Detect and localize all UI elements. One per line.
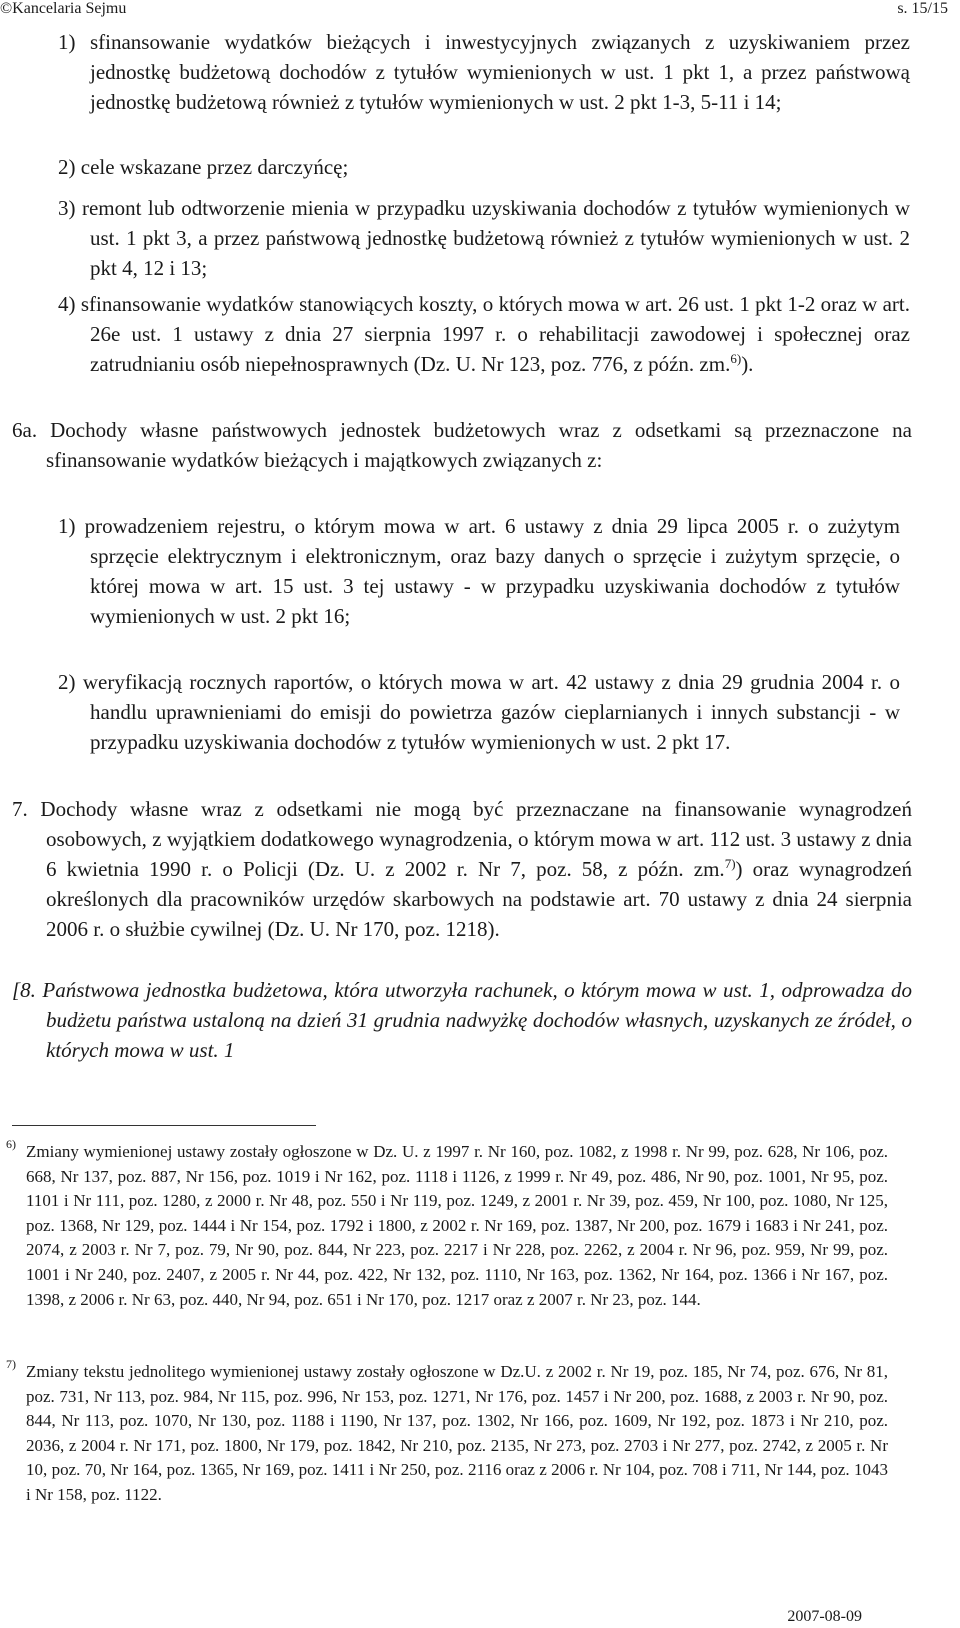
paragraph-item-3: 3) remont lub odtworzenie mienia w przypadku uzyskiwania dochodów z tytułów wymienionych w ust. 1 pkt 3, a przez państwową jednostkę budżetową również z tytułów wymienionych w ust. 2 pkt 4, 12 i 13; xyxy=(58,196,910,280)
paragraph-6a-item-2: 2) weryfikacją rocznych raportów, o których mowa w art. 42 ustawy z dnia 29 grudnia 2004 r. o handlu uprawnieniami do emisji do powietrza gazów cieplarnianych i innych substancji - w przypadku uzyskiwania dochodów z tytułów wymienionych w ust. 2 pkt 17. xyxy=(58,670,900,754)
footnote-mark-7: 7) xyxy=(6,1357,16,1371)
paragraph-item-2: 2) cele wskazane przez darczyńcę; xyxy=(58,155,349,179)
footnote-7: 7) Zmiany tekstu jednolitego wymienionej ustawy zostały ogłoszone w Dz.U. z 2002 r. Nr 19, poz. 185, Nr 74, poz. 676, Nr 81, poz. 731, Nr 113, poz. 984, Nr 115, poz. 996, Nr 153, poz. 1271, Nr 176, poz. 1457 i Nr 200, poz. 1688, z 2003 r. Nr 90, poz. 844, Nr 113, poz. 1070, Nr 130, poz. 1188 i 1190, Nr 137, poz. 1302, Nr 166, poz. 1609, Nr 192, poz. 1873 i Nr 210, poz. 2036, z 2004 r. Nr 171, poz. 1800, Nr 179, poz. 1842, Nr 210, poz. 2135, Nr 273, poz. 2703 i Nr 277, poz. 2742, z 2005 r. Nr 10, poz. 70, Nr 164, poz. 1365, Nr 169, poz. 1411 i Nr 250, poz. 2116 oraz z 2006 r. Nr 104, poz. 708 i 711, Nr 144, poz. 1043 i Nr 158, poz. 1122. xyxy=(6,1357,888,1504)
footnote-mark-6: 6) xyxy=(6,1137,16,1151)
paragraph-6a-item-1: 1) prowadzeniem rejestru, o którym mowa w art. 6 ustawy z dnia 29 lipca 2005 r. o zużytym sprzęcie elektrycznym i elektronicznym, oraz bazy danych o sprzęcie i zużytym sprzęcie, o której mowa w art. 15 ust. 3 tej ustawy - w przypadku uzyskiwania dochodów z tytułów wymienionych w ust. 2 pkt 16; xyxy=(58,514,900,628)
paragraph-8: [8. Państwowa jednostka budżetowa, która utworzyła rachunek, o którym mowa w ust. 1, odprowadza do budżetu państwa ustaloną na dzień 31 grudnia nadwyżkę dochodów własnych, uzyskanych ze źródeł, o których mowa w ust. 1 xyxy=(12,978,912,1062)
header-source: ©Kancelaria Sejmu xyxy=(0,0,127,17)
paragraph-item-1: 1) sfinansowanie wydatków bieżących i inwestycyjnych związanych z uzyskiwaniem przez jednostkę budżetową dochodów z tytułów wymienionych w ust. 1 pkt 1, a przez państwową jednostkę budżetową również z tytułów wymienionych w ust. 2 pkt 1-3, 5-11 i 14; xyxy=(58,30,910,114)
page-number: s. 15/15 xyxy=(897,0,948,17)
footnote-ref-6: 6) xyxy=(730,351,742,366)
paragraph-6a: 6a. Dochody własne państwowych jednostek budżetowych wraz z odsetkami są przeznaczone na sfinansowanie wydatków bieżących i majątkowych związanych z: xyxy=(12,418,912,472)
footnote-6: 6) Zmiany wymienionej ustawy zostały ogłoszone w Dz. U. z 1997 r. Nr 160, poz. 1082, z 1998 r. Nr 99, poz. 628, Nr 106, poz. 668, Nr 137, poz. 887, Nr 156, poz. 1019 i Nr 162, poz. 1118 i 1126, z 1999 r. Nr 49, poz. 486, Nr 90, poz. 1001, Nr 95, poz. 1101 i Nr 111, poz. 1280, z 2000 r. Nr 48, poz. 550 i Nr 119, poz. 1249, z 2001 r. Nr 39, poz. 459, Nr 100, poz. 1080, Nr 125, poz. 1368, Nr 129, poz. 1444 i Nr 154, poz. 1792 i 1800, z 2002 r. Nr 169, poz. 1387, Nr 200, poz. 1679 i 1683 i Nr 241, poz. 2074, z 2003 r. Nr 7, poz. 79, Nr 90, poz. 844, Nr 223, poz. 2217 i Nr 228, poz. 2262, z 2004 r. Nr 96, poz. 959, Nr 99, poz. 1001 i Nr 240, poz. 2407, z 2005 r. Nr 44, poz. 422, Nr 132, poz. 1110, Nr 163, poz. 1362, Nr 164, poz. 1366 i Nr 167, poz. 1398, z 2006 r. Nr 63, poz. 440, Nr 94, poz. 651 i Nr 170, poz. 1217 oraz z 2007 r. Nr 23, poz. 144. xyxy=(6,1137,888,1309)
paragraph-7: 7. Dochody własne wraz z odsetkami nie mogą być przeznaczane na finansowanie wynagrodzeń osobowych, z wyjątkiem dodatkowego wynagrodzenia, o którym mowa w art. 112 ust. 3 ustawy z dnia 6 kwietnia 1990 r. o Policji (Dz. U. z 2002 r. Nr 7, poz. 58, z późn. zm.$^{7)}$) oraz wynagrodzeń określonych dla pracowników urzędów skarbowych na podstawie art. 70 ustawy z dnia 24 sierpnia 2006 r. o służbie cywilnej (Dz. U. Nr 170, poz. 1218). xyxy=(12,797,913,941)
document-date: 2007-08-09 xyxy=(787,1608,862,1625)
footnote-separator xyxy=(12,1125,316,1126)
paragraph-item-4: 4) sfinansowanie wydatków stanowiących koszty, o których mowa w art. 26 ust. 1 pkt 1-2 oraz w art. 26e ust. 1 ustawy z dnia 27 sierpnia 1997 r. o rehabilitacji zawodowej i społecznej oraz zatrudnianiu osób niepełnosprawnych (Dz. U. Nr 123, poz. 776, z późn. zm.$^{6)}$). xyxy=(58,292,910,376)
footnote-ref-7: 7) xyxy=(724,856,736,871)
